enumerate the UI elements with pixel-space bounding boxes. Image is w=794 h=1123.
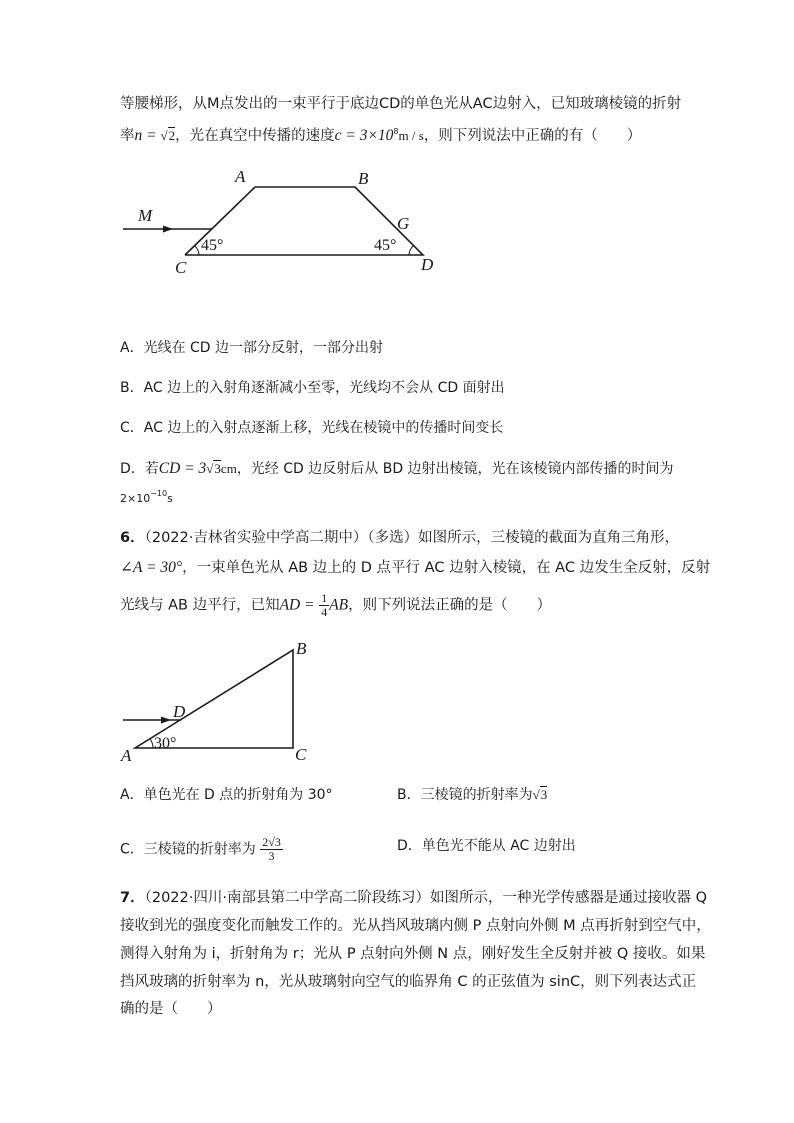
q5-option-d: D．若CD = 3√3cm，光经 CD 边反射后从 BD 边射出棱镜，光在该棱镜内部传播的时间为: [120, 460, 674, 477]
q7-stem-line1: 7．（2022·四川·南部县第二中学高二阶段练习）如图所示，一种光学传感器是通过接收器 Q: [120, 890, 707, 906]
q5-stem-line2: 率n = √2，光在真空中传播的速度$c = 3\times 10^8m / s$，则下列说法中正确的有（ ）: [120, 127, 642, 144]
angle-arc-left: [195, 246, 199, 255]
q6-stem-line1: 6．（2022·吉林省实验中学高二期中）（多选）如图所示，三棱镜的截面为直角三角形，: [120, 530, 680, 546]
label-A: A: [121, 746, 132, 765]
q6-stem-line3: 光线与 AB 边平行，已知AD = $\frac{1}{4}$ AB，则下列说法正确的是（ ）: [120, 591, 552, 619]
q6-stem-line2: ∠A = 30°，一束单色光从 AB 边上的 D 点平行 AC 边射入棱镜，在 AC 边发生全反射，反射: [120, 559, 711, 576]
label-A: A: [235, 167, 246, 186]
q7-stem-line4: 挡风玻璃的折射率为 n，光从玻璃射向空气的临界角 C 的正弦值为 sinC，则下列表达式正: [120, 974, 697, 990]
triangle-outline: [135, 650, 293, 748]
angle-arc-right: [409, 246, 413, 255]
label-B: B: [296, 640, 307, 658]
q6-option-b: B．三棱镜的折射率为√3: [397, 787, 548, 803]
label-G: G: [397, 214, 410, 233]
q7-stem-line3: 测得入射角为 i，折射角为 r；光从 P 点射向外侧 N 点，刚好发生全反射并被 Q 接收。如果: [120, 946, 706, 962]
ray-arrow: [163, 226, 173, 233]
q6-option-a: A．单色光在 D 点的折射角为 30°: [120, 787, 333, 803]
angle-arc-a: [150, 739, 153, 749]
label-C: C: [295, 745, 307, 764]
q5-option-c: C．AC 边上的入射点逐渐上移，光线在棱镜中的传播时间变长: [120, 420, 504, 436]
fraction-one-quarter: $\frac{1}{4}$: [321, 591, 328, 619]
angle-label-30: 30°: [154, 735, 177, 752]
label-C: C: [175, 258, 187, 277]
q5-stem-line1: 等腰梯形，从M点发出的一束平行于底边CD的单色光从AC边射入，已知玻璃棱镜的折射: [120, 96, 682, 112]
trapezoid-figure: [115, 160, 445, 280]
q5-option-a: A．光线在 CD 边一部分反射，一部分出射: [120, 340, 384, 356]
ray-arrow: [161, 717, 171, 724]
angle-label-left: 45°: [201, 237, 224, 254]
fraction-2root3-over-3: $\frac{2√3}{3}$: [262, 835, 281, 863]
angle-label-right: 45°: [374, 237, 397, 254]
triangle-figure: [115, 640, 325, 770]
q7-stem-line5: 确的是（ ）: [120, 1001, 222, 1017]
q7-stem-line2: 接收到光的强度变化而触发工作的。光从挡风玻璃内侧 P 点射向外侧 M 点再折射到空气中，: [120, 918, 711, 934]
q6-option-d: D．单色光不能从 AC 边射出: [397, 838, 576, 854]
q5-option-b: B．AC 边上的入射角逐渐减小至零，光线均不会从 CD 面射出: [120, 380, 505, 396]
label-D: D: [173, 702, 186, 721]
label-D: D: [421, 255, 434, 274]
q6-option-c: C．三棱镜的折射率为 $\frac{2√3}{3}$: [120, 835, 281, 863]
label-B: B: [358, 169, 369, 188]
label-M: M: [138, 206, 153, 225]
q5-option-d-time: $2\times 10^{-10}s$: [120, 489, 173, 505]
